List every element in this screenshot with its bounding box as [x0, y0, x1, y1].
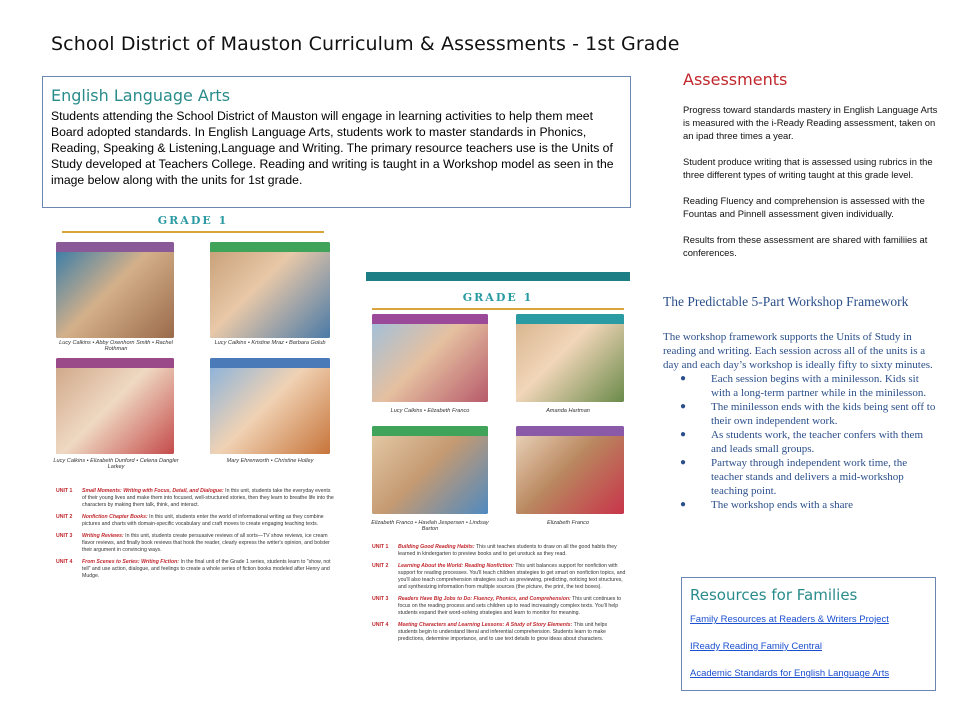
workshop-body [663, 330, 938, 512]
reading-units-catalog-image [366, 272, 630, 688]
workshop-steps-list [663, 372, 938, 512]
assessment-paragraph: Student produce writing that is assessed using rubrics in the three different types of writing taught at this grade level. [683, 156, 933, 180]
unit-row: UNIT 1 Building Good Reading Habits: This unit teaches students to draw on all the good habits they learned in kindergarten to preview books and to get unstuck as they read. [372, 544, 617, 557]
assessments-title: Assessments [683, 70, 788, 89]
workshop-step: ● The workshop ends with a share [680, 499, 854, 511]
book-cover-learning-about-the-world [516, 314, 624, 402]
unit-row: UNIT 2 Nonfiction Chapter Books: In this unit, students enter the world of informational writing as they combine pictures and charts with domain-specific vocabulary and craft moves to create engaging teaching texts. [56, 514, 324, 527]
unit-row: UNIT 3 Writing Reviews: In this unit, students create persuasive reviews of all sorts—TV show reviews, ice cream flavor reviews, and finally book reviews that hook the reader, clearly express the writer's opinion, and bolster their argument in convincing ways. [56, 533, 330, 553]
catalog-rule [62, 231, 324, 233]
bullet-icon: ● [680, 499, 687, 510]
resources-box [681, 577, 936, 691]
ela-title: English Language Arts [51, 86, 231, 105]
catalog-rule [372, 308, 624, 310]
ela-box [42, 76, 631, 208]
iready-family-central-link[interactable]: IReady Reading Family Central [690, 641, 823, 652]
bullet-icon: ● [680, 401, 687, 412]
book-cover-nonfiction-chapter-books [210, 242, 330, 338]
unit-row: UNIT 2 Learning About the World: Reading Nonfiction: This unit balances support for nonfiction with support for reading processes. You'll teach children strategies to get smart on nonfiction topics, and you'll also teach comprehension strategies such as previewing, predicting, noticing text structures, and synthesizing information from multiple sources (the picture, the print, the text boxes). [372, 563, 626, 590]
assessment-paragraph: Reading Fluency and comprehension is assessed with the Fountas and Pinnell assessment given individually. [683, 195, 925, 219]
writing-units-catalog-image [48, 212, 338, 644]
bullet-icon: ● [680, 429, 687, 440]
unit-row: UNIT 4 Meeting Characters and Learning Lessons: A Study of Story Elements: This unit helps students begin to understand literal and inferential comprehension. Students learn to make predictions, determine importance, and to use text details to grow ideas about characters. [372, 622, 608, 642]
book-author: Lucy Calkins • Elizabeth Franco [390, 408, 470, 414]
book-cover-readers-have-big-jobs [372, 426, 488, 514]
book-cover-small-moments [56, 242, 174, 338]
workshop-intro: The workshop framework supports the Units of Study in reading and writing. Each session across all of the units is a day and each day’s workshop is ideally fifty to sixty minutes. [663, 331, 933, 371]
book-cover-meeting-characters [516, 426, 624, 514]
page-title: School District of Mauston Curriculum & Assessments - 1st Grade [51, 33, 680, 55]
book-author: Mary Ehrenworth • Christine Holley [226, 458, 314, 464]
book-author: Elizabeth Franco • Havilah Jespersen • Lindsay Barton [371, 520, 489, 532]
book-author: Amanda Hartman [546, 408, 590, 414]
assessments-body [683, 103, 941, 272]
book-cover-writing-reviews [56, 358, 174, 454]
writing-units-list [56, 488, 334, 585]
workshop-step: ● Partway through independent work time, the teacher stands and delivers a mid-workshop teaching point. [680, 457, 908, 497]
academic-standards-link[interactable]: Academic Standards for English Language Arts [690, 668, 890, 679]
unit-row: UNIT 3 Readers Have Big Jobs to Do: Fluency, Phonics, and Comprehension: This unit continues to focus on the reading process and sets children up to read increasingly complex texts. You'll help students expand their word-solving strategies and learn to monitor for meaning. [372, 596, 622, 616]
catalog-top-band [366, 272, 630, 281]
bullet-icon: ● [680, 457, 687, 468]
catalog-grade-heading: GRADE 1 [462, 291, 534, 304]
ela-body: Students attending the School District of Mauston will engage in learning activities to help them meet Board adopted standards. In English Language Arts, students work to master standards in Phonics, Reading, Speaking & Listening,Language and Writing. The primary resource teachers use is the Units of Study developed at Teachers College. Reading and writing is taught in a Workshop model as seen in the image below along with the units for 1st grade. [51, 109, 614, 187]
book-cover-building-good-reading-habits [372, 314, 488, 402]
family-resources-link[interactable]: Family Resources at Readers & Writers Project [690, 614, 889, 625]
book-author: Lucy Calkins • Kristine Mraz • Barbara Golub [214, 340, 326, 346]
assessment-paragraph: Progress toward standards mastery in English Language Arts is measured with the i-Ready Reading assessment, taken on an ipad three times a year. [683, 104, 938, 141]
book-cover-writing-fiction [210, 358, 330, 454]
workshop-step: ● As students work, the teacher confers with them and leads small groups. [680, 429, 923, 455]
assessment-paragraph: Results from these assessment are shared with familiies at conferences. [683, 234, 928, 258]
unit-row: UNIT 4 From Scenes to Series: Writing Fiction: In the final unit of the Grade 1 series, students learn to "show, not tell" and use action, dialogue, and feelings to create a whole series of fiction books modeled after Henry and Mudge. [56, 559, 331, 579]
workshop-step: ● Each session begins with a minilesson. Kids sit with a long-term partner while in the minilesson. [680, 373, 927, 399]
bullet-icon: ● [680, 373, 687, 384]
workshop-title: The Predictable 5-Part Workshop Framework [663, 294, 909, 309]
workshop-step: ● The minilesson ends with the kids being sent off to their own independent work. [680, 401, 936, 427]
resources-title: Resources for Families [690, 586, 858, 604]
catalog-grade-heading: GRADE 1 [157, 214, 229, 227]
book-author: Lucy Calkins • Elizabeth Dunford • Celena Dangler Larkey [53, 458, 179, 470]
unit-row: UNIT 1 Small Moments: Writing with Focus, Detail, and Dialogue: In this unit, students take the everyday events of their young lives and make them into focused, well-structured stories, then they learn to breathe life into the characters by making them talk, think, and interact. [56, 488, 334, 508]
reading-units-list [372, 544, 626, 648]
book-author: Elizabeth Franco [547, 520, 589, 526]
book-author: Lucy Calkins • Abby Oxenhorn Smith • Rachel Rothman [59, 340, 173, 352]
